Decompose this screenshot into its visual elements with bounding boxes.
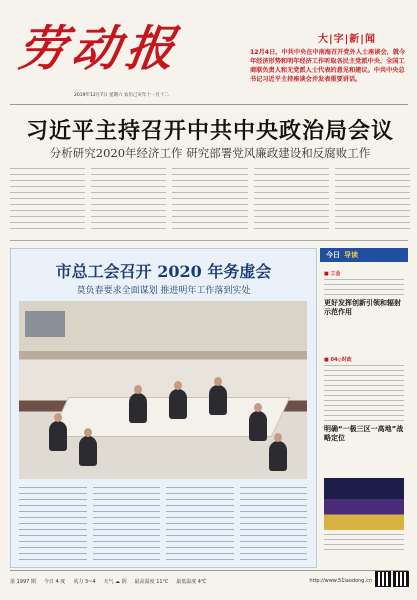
person-figure [209,385,227,415]
screen-shape [25,311,65,337]
newspaper-logo: 劳动报 [14,21,184,77]
issue-number: 第 1997 期 [10,578,36,585]
text-column [19,485,87,561]
main-subhead: 分析研究2020年经济工作 研究部署党风廉政建设和反腐败工作 [49,146,371,160]
lede-paragraph: 12月4日，中共中央在中南海召开党外人士座谈会，就今年经济形势和明年经济工作听取各民主党派中央、全国工商联负责人和无党派人士代表的意见和建议。中共中央总书记习近平主持座谈会并发表重要讲话。 [250,49,406,83]
divider [10,240,408,241]
big-news-tag: 大|字|新|闻 [318,34,376,45]
main-headline[interactable]: 习近平主持召开中共中央政治局会议 [25,118,394,144]
weather-strip [10,578,207,585]
person-figure [269,441,287,471]
text-column [91,166,166,234]
meeting-photo [19,301,307,479]
photo-caption [324,532,404,554]
wind-level: 风力 3~4 [73,578,96,585]
divider [10,104,408,105]
footer-bar [10,570,408,591]
sidebar-item[interactable] [324,356,404,443]
qr-code-icon [393,571,409,587]
text-column [240,485,308,561]
min-temp: 最低温度 4℃ [176,578,207,585]
text-column [254,166,329,234]
feature-subtitle: 莫负春要求全面谋划 推进明年工作落到实处 [76,286,251,296]
max-temp: 最高温度 11℃ [134,578,169,585]
sidebar-item-title[interactable]: 明确“一极三区一高地”战略定位 [324,425,404,442]
sidebar-item-tag: ■ 工会 [324,271,341,277]
text-column [10,166,85,234]
sidebar-item-tag: ■ 04◎时政 [324,357,352,363]
feature-title[interactable]: 市总工会召开 2020 年务虚会 [55,262,272,281]
sidebar-item-summary [324,277,404,297]
masthead [10,8,410,103]
feature-story[interactable] [10,248,317,568]
sidebar-header-tag: 导读 [344,251,358,259]
text-column [172,166,247,234]
person-figure [79,436,97,466]
person-figure [129,393,147,423]
person-figure [49,421,67,451]
text-column [166,485,234,561]
article-body [10,166,410,234]
person-figure [249,411,267,441]
person-head [254,403,262,412]
sidebar-header-today: 今日 [326,251,340,259]
sidebar-guide [320,248,408,566]
sidebar-item[interactable] [324,270,404,317]
sidebar-header [320,248,408,262]
feature-body [19,485,307,561]
sidebar-item-title[interactable]: 更好发挥创新引领和辐射示范作用 [324,299,401,316]
stage-photo [324,478,404,530]
text-column [335,166,410,234]
qr-code-icon [375,571,391,587]
person-head [134,385,142,394]
weather-condition: 天气 ☁ 阴 [103,578,127,585]
person-head [54,413,62,422]
person-head [274,433,282,442]
person-head [84,428,92,437]
sidebar-item-summary [324,363,404,423]
website-link[interactable]: http://www.51laodong.cn [309,578,372,584]
person-figure [169,389,187,419]
person-head [214,377,222,386]
person-head [174,381,182,390]
dateline: 2019年12月7日 星期六 农历己亥年十一月十二 [74,93,169,98]
today-temp: 今日 4 度 [43,578,66,585]
text-column [93,485,161,561]
